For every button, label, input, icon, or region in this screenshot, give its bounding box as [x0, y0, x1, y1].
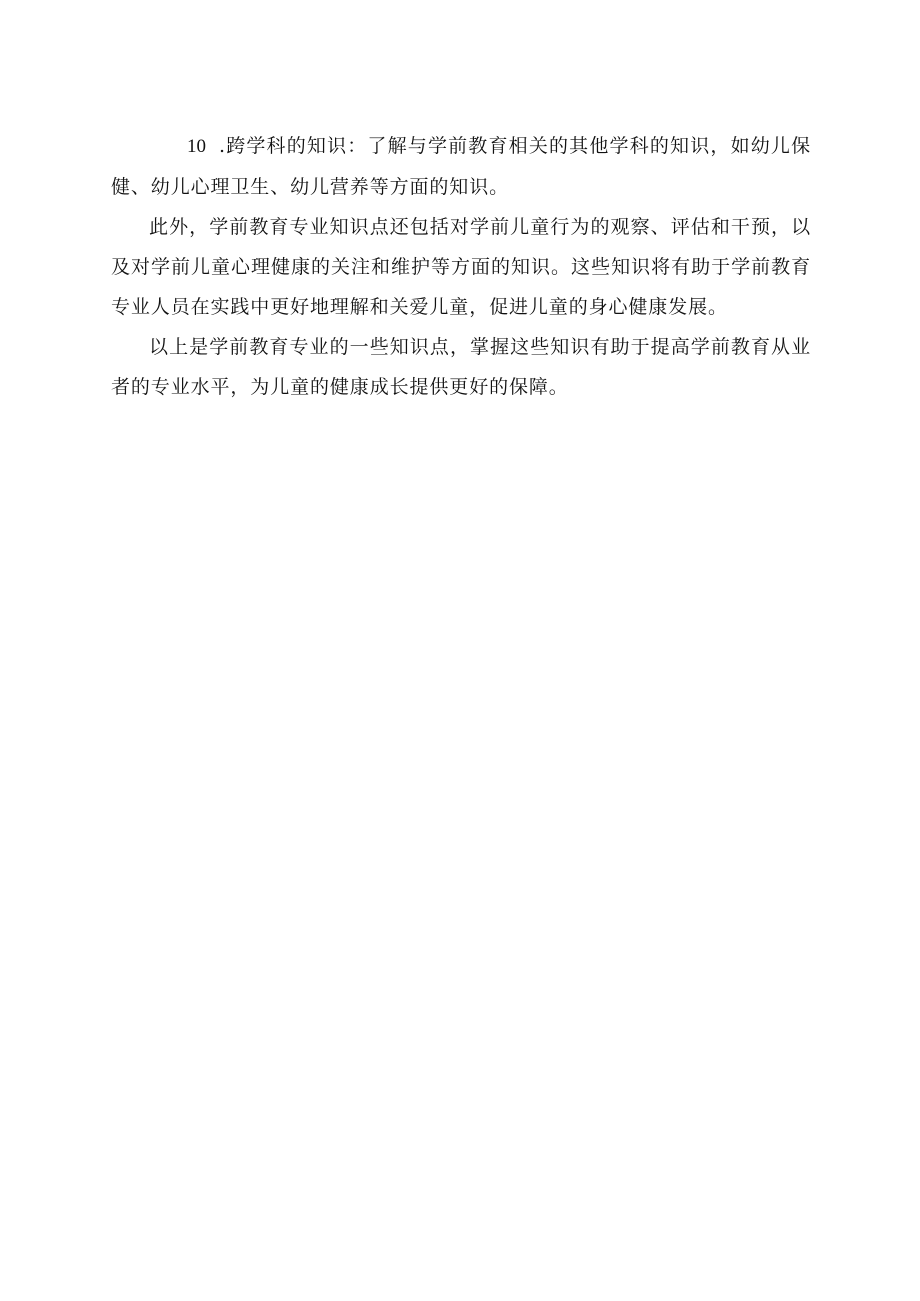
list-item-text: .跨学科的知识：了解与学前教育相关的其他学科的知识，如幼儿保健、幼儿心理卫生、幼儿营养等方面的知识。 [111, 135, 811, 198]
paragraph-conclusion: 以上是学前教育专业的一些知识点，掌握这些知识有助于提高学前教育从业者的专业水平，为儿童的健康成长提供更好的保障。 [111, 336, 811, 398]
list-item-interdisciplinary-knowledge [111, 126, 811, 207]
document-body [111, 126, 811, 407]
paragraph-additional-knowledge: 此外，学前教育专业知识点还包括对学前儿童行为的观察、评估和干预，以及对学前儿童心理健康的关注和维护等方面的知识。这些知识将有助于学前教育专业人员在实践中更好地理解和关爱儿童，促进儿童的身心健康发展。 [111, 216, 811, 318]
list-item-number: 10 [187, 136, 206, 157]
